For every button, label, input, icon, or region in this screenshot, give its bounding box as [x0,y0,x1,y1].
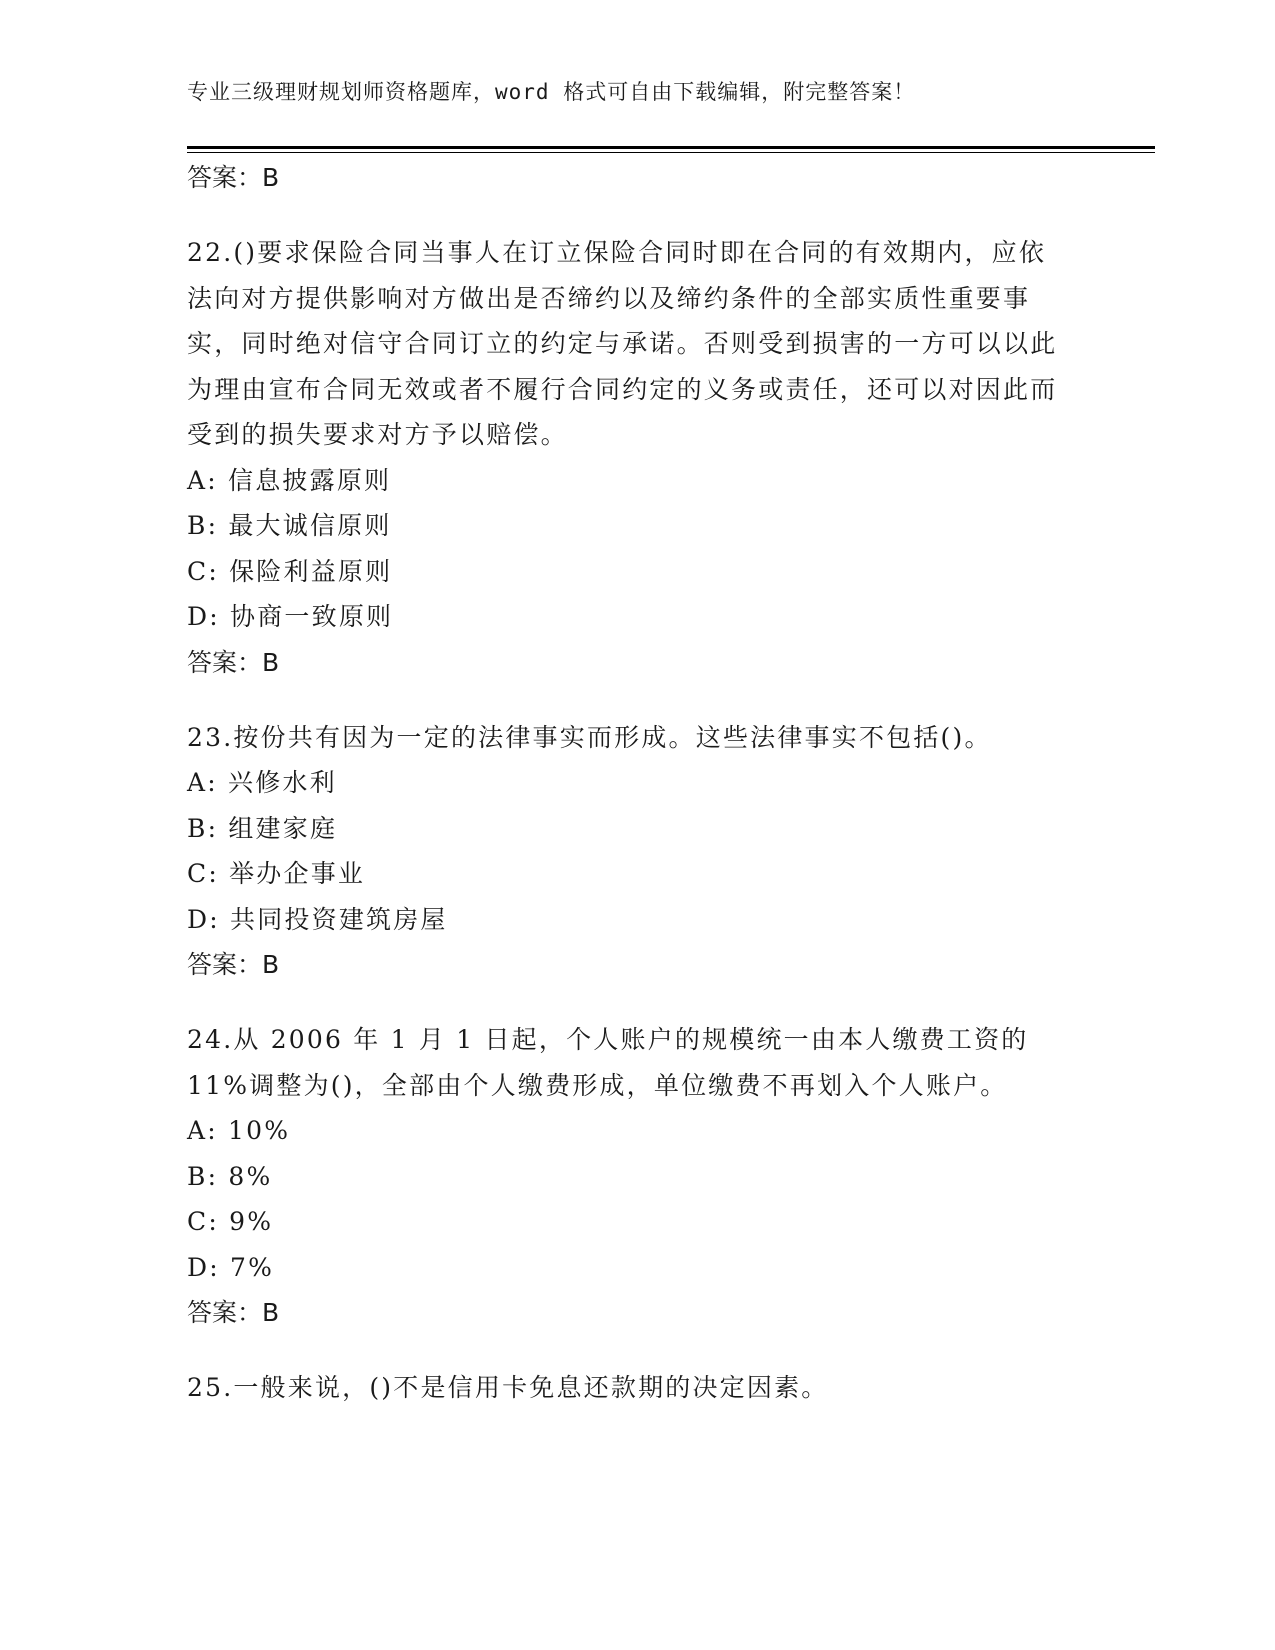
question-text: 22.()要求保险合同当事人在订立保险合同时即在合同的有效期内，应依法向对方提供影响对方做出是否缔约以及缔约条件的全部实质性重要事实，同时绝对信守合同订立的约定与承诺。否则受到损害的一方可以以此为理由宣布合同无效或者不履行合同约定的义务或责任，还可以对因此而受到的损失要求对方予以赔偿。 [187,238,1058,449]
header-rule-thick [187,146,1155,149]
answer-line: 答案：B [187,647,280,677]
option-b: B: 8% [187,1161,273,1191]
option-d: D: 7% [187,1252,275,1282]
answer-line: 答案：B [187,950,280,979]
option-a: A: 兴修水利 [187,768,337,797]
question-22 [187,230,1087,685]
page-header: 专业三级理财规划师资格题库，word 格式可自由下载编辑，附完整答案！ [187,80,916,104]
question-25 [187,1365,1087,1411]
option-b: B: 最大诚信原则 [187,511,392,540]
question-23 [187,715,1087,988]
option-d: D: 协商一致原则 [187,602,394,631]
question-text: 24.从 2006 年 1 月 1 日起，个人账户的规模统一由本人缴费工资的 11%调整为()，全部由个人缴费形成，单位缴费不再划入个人账户。 [187,1025,1029,1100]
option-list [187,1108,1087,1290]
question-text: 25.一般来说，()不是信用卡免息还款期的决定因素。 [187,1373,829,1402]
answer-line: 答案：B [187,1298,280,1327]
document-body [187,155,1087,1411]
option-d: D: 共同投资建筑房屋 [187,904,448,934]
question-24 [187,1017,1087,1335]
header-rule-thin [187,152,1155,153]
option-a: A: 10% [187,1116,291,1145]
option-c: C: 9% [187,1207,274,1236]
option-a: A: 信息披露原则 [187,465,392,495]
option-c: C: 保险利益原则 [187,556,393,586]
answer-line: 答案：B [187,163,280,192]
option-b: B: 组建家庭 [187,813,338,843]
option-list [187,760,1087,942]
question-text: 23.按份共有因为一定的法律事实而形成。这些法律事实不包括()。 [187,722,992,752]
option-list [187,458,1087,640]
option-c: C: 举办企事业 [187,859,366,888]
